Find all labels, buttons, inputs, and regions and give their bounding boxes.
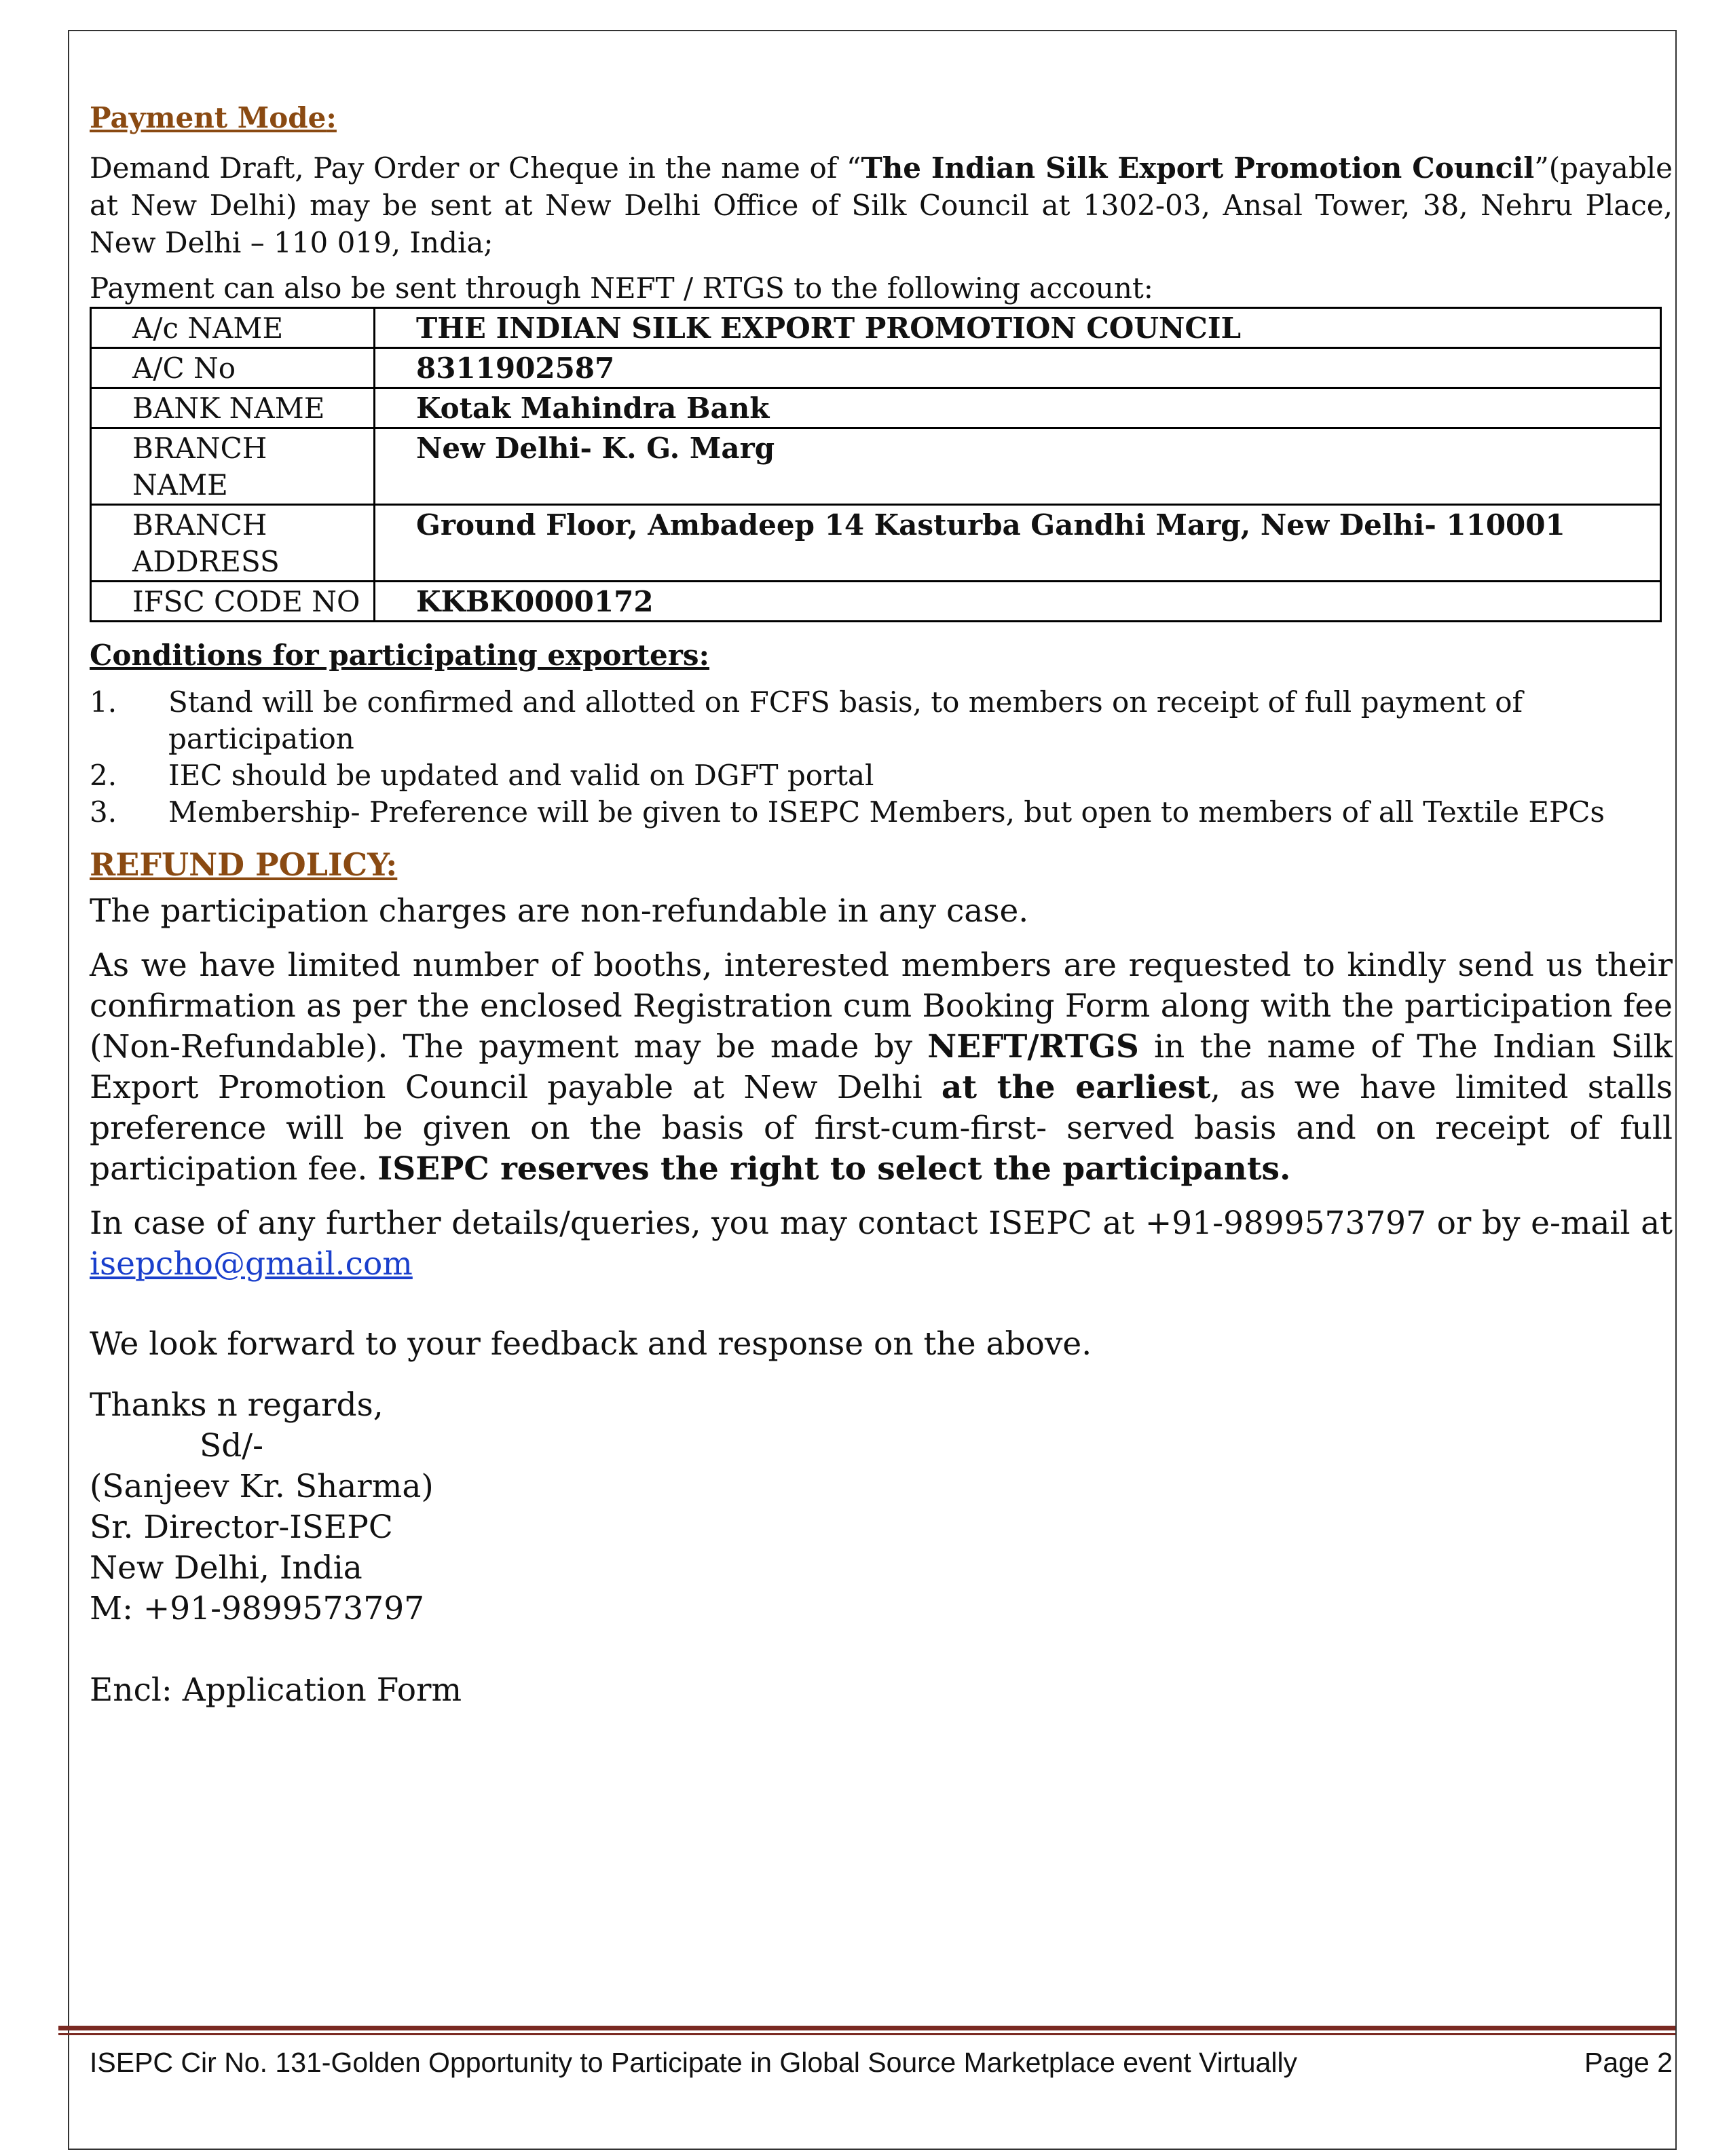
account-value: Kotak Mahindra Bank xyxy=(375,388,1661,428)
signatory-location: New Delhi, India xyxy=(90,1549,362,1587)
account-row xyxy=(91,428,1661,505)
email-link[interactable]: isepcho@gmail.com xyxy=(90,1245,413,1283)
footer-rule-thin xyxy=(58,2033,1675,2035)
account-row xyxy=(91,505,1661,582)
page-footer xyxy=(90,2047,1673,2079)
closing-line: We look forward to your feedback and response on the above. xyxy=(90,1325,1092,1363)
condition-text: Stand will be confirmed and allotted on FCFS basis, to members on receipt of full payment of participation xyxy=(168,685,1523,755)
condition-number: 1. xyxy=(90,685,117,719)
letter-body xyxy=(90,98,1673,1711)
signatory-name: (Sanjeev Kr. Sharma) xyxy=(90,1468,434,1505)
payment-mode-heading: Payment Mode: xyxy=(90,101,337,134)
conditions-list xyxy=(90,684,1673,831)
thanks-line: Thanks n regards, xyxy=(90,1386,384,1424)
account-row xyxy=(91,582,1661,622)
account-value: New Delhi- K. G. Marg xyxy=(375,428,1661,505)
footer-rule xyxy=(58,2026,1675,2030)
refund-line: The participation charges are non-refundable in any case. xyxy=(90,892,1029,930)
account-row xyxy=(91,388,1661,428)
condition-item xyxy=(90,794,1673,831)
account-value: KKBK0000172 xyxy=(375,582,1661,622)
account-label: A/c NAME xyxy=(91,308,375,348)
condition-text: IEC should be updated and valid on DGFT portal xyxy=(168,759,874,792)
payment-intro: Demand Draft, Pay Order or Cheque in the name of “The Indian Silk Export Promotion Council”(payable at New Delhi) may be sent at New Delhi Office of Silk Council at 1302-03, Ansal Tower, 38, Nehru Place, New Delhi – 110 019, India; xyxy=(90,151,1673,259)
account-label: BRANCH ADDRESS xyxy=(91,505,375,582)
condition-number: 2. xyxy=(90,759,117,792)
signature-block xyxy=(90,1385,1673,1711)
account-value: Ground Floor, Ambadeep 14 Kasturba Gandhi Marg, New Delhi- 110001 xyxy=(375,505,1661,582)
condition-item xyxy=(90,757,1673,794)
account-label: BANK NAME xyxy=(91,388,375,428)
signatory-title: Sr. Director-ISEPC xyxy=(90,1509,393,1546)
account-label: IFSC CODE NO xyxy=(91,582,375,622)
condition-text: Membership- Preference will be given to ISEPC Members, but open to members of all Textile EPCs xyxy=(168,795,1605,829)
account-value: THE INDIAN SILK EXPORT PROMOTION COUNCIL xyxy=(375,308,1661,348)
neft-line: Payment can also be sent through NEFT / RTGS to the following account: xyxy=(90,271,1153,305)
refund-policy-heading: REFUND POLICY: xyxy=(90,846,398,883)
enclosure-line: Encl: Application Form xyxy=(90,1671,462,1709)
condition-item xyxy=(90,684,1673,757)
refund-paragraph: As we have limited number of booths, interested members are requested to kindly send us their confirmation as per the enclosed Registration cum Booking Form along with the participation fee (Non-Refundable). The payment may be made by NEFT/RTGS in the name of The Indian Silk Export Promotion Council payable at New Delhi at the earliest, as we have limited stalls preference will be given on the basis of first-cum-first- served basis and on receipt of full participation fee. ISEPC reserves the right to select the participants. xyxy=(90,947,1673,1188)
account-value: 8311902587 xyxy=(375,348,1661,388)
account-row xyxy=(91,308,1661,348)
contact-paragraph: In case of any further details/queries, you may contact ISEPC at +91-9899573797 or by e-mail at isepcho@gmail.com xyxy=(90,1205,1673,1283)
footer-page-number: Page 2 xyxy=(1584,2047,1673,2078)
signatory-mobile: M: +91-9899573797 xyxy=(90,1590,424,1627)
account-label: BRANCH NAME xyxy=(91,428,375,505)
account-row xyxy=(91,348,1661,388)
account-table xyxy=(90,307,1662,622)
conditions-heading: Conditions for participating exporters: xyxy=(90,639,710,672)
condition-number: 3. xyxy=(90,795,117,829)
sd-line: Sd/- xyxy=(200,1427,263,1464)
footer-circular: ISEPC Cir No. 131-Golden Opportunity to Participate in Global Source Marketplace event Virtually xyxy=(90,2047,1298,2078)
account-label: A/C No xyxy=(91,348,375,388)
